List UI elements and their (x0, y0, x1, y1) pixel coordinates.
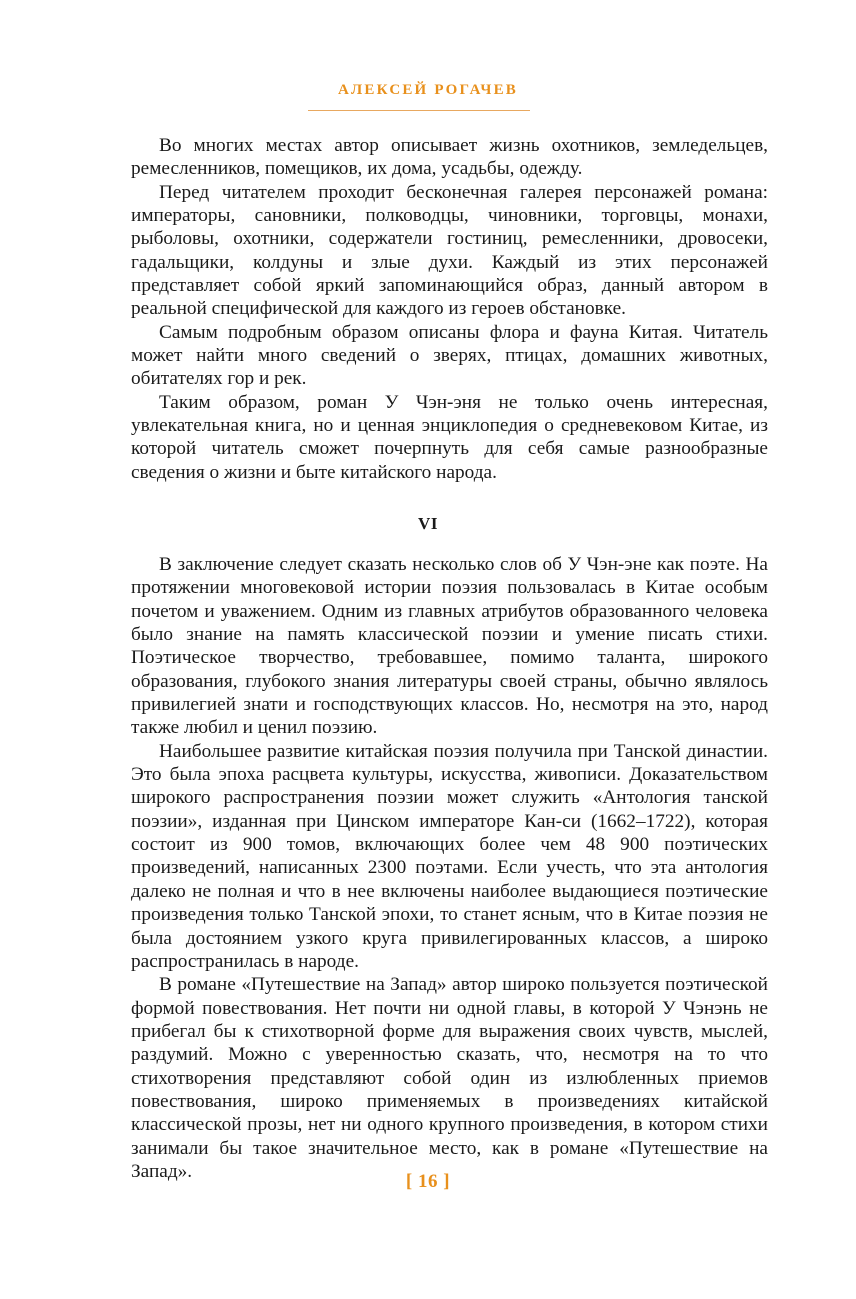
paragraph: Таким образом, роман У Чэн-эня не только очень интересная, увлекательная книга, но и ценная энциклопедия о средневековом Китае, из которой читатель сможет почерпнуть для себя самые разнообразные сведения о жизни и быте китайского народа. (131, 391, 768, 483)
section-heading: VI (418, 514, 438, 533)
paragraph: Наибольшее развитие китайская поэзия получила при Танской династии. Это была эпоха расцвета культуры, искусства, живописи. Доказательством широкого распространения поэзии может служить «Антология танской поэзии», изданная при Цинском императоре Кан-си (1662–1722), которая состоит из 900 томов, включающих более чем 48 900 поэтических произведений, написанных 2300 поэтами. Если учесть, что эта антология далеко не полная и что в нее включены наиболее выдающиеся поэтические произведения только Танской эпохи, то станет ясным, что в Китае поэзия не была достоянием узкого круга привилегированных классов, а широко распространилась в народе. (131, 740, 768, 972)
paragraph: Перед читателем проходит бесконечная галерея персонажей романа: императоры, сановники, полководцы, чиновники, торговцы, монахи, рыболовы, охотники, содержатели гостиниц, ремесленники, дровосеки, гадальщики, колдуны и злые духи. Каждый из этих персонажей представляет собой яркий запоминающийся образ, данный автором в реальной специфической для каждого из героев обстановке. (131, 181, 768, 320)
body-text-after-section (131, 553, 768, 1183)
paragraph: В романе «Путешествие на Запад» автор широко пользуется поэтической формой повествования. Нет почти ни одной главы, в которой У Чэнэнь не прибегал бы к стихотворной форме для выражения своих чувств, мыслей, раздумий. Можно с уверенностью сказать, что, несмотря на то что стихотворения представляют собой один из излюбленных приемов повествования, широко применяемых в произведениях китайской классической прозы, нет ни одного крупного произведения, в котором стихи занимали бы такое значительное место, как в романе «Путешествие на Запад». (131, 974, 768, 1182)
paragraph: Самым подробным образом описаны флора и фауна Китая. Читатель может найти много сведений о зверях, птицах, домашних животных, обитателях гор и рек. (131, 321, 768, 390)
paragraph: В заключение следует сказать несколько слов об У Чэн-эне как поэте. На протяжении многовековой истории поэзия пользовалась в Китае особым почетом и уважением. Одним из главных атрибутов образованного человека было знание на память классической поэзии и умение писать стихи. Поэтическое творчество, требовавшее, помимо таланта, широкого образования, глубокого знания литературы своей страны, обычно являлось привилегией знати и господствующих классов. Но, несмотря на это, народ также любил и ценил поэзию. (131, 554, 768, 739)
header-rule (308, 110, 530, 111)
body-text-before-section (131, 134, 768, 484)
running-head-author: АЛЕКСЕЙ РОГАЧЕВ (338, 82, 518, 98)
page-number: [ 16 ] (405, 1171, 451, 1192)
paragraph: Во многих местах автор описывает жизнь охотников, земледельцев, ремесленников, помещиков, их дома, усадьбы, одежду. (131, 135, 768, 180)
